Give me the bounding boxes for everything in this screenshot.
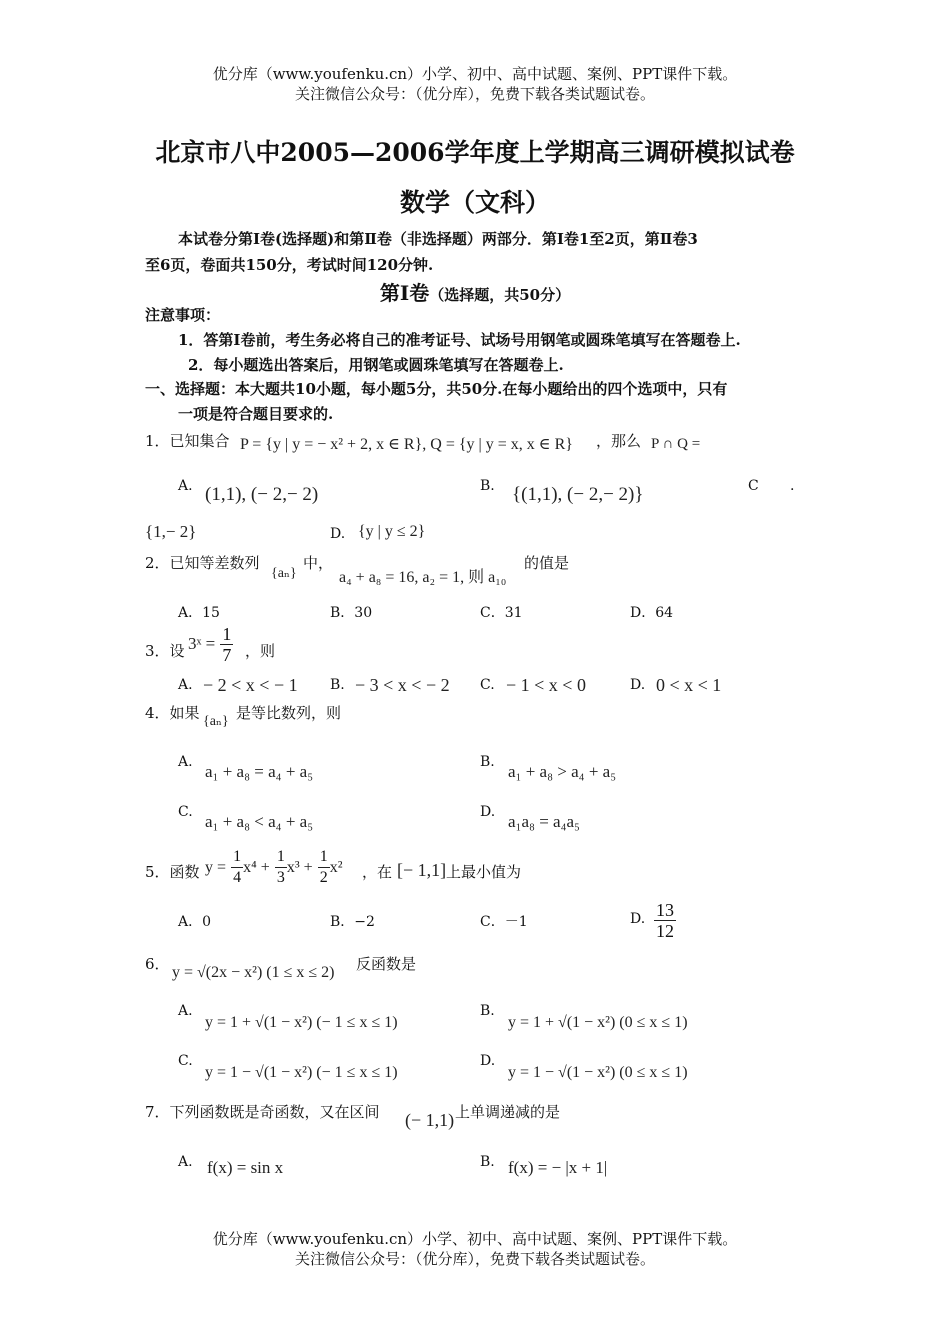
q4-a: a₁ + a₈ = a₄ + a₅ bbox=[205, 762, 314, 781]
note-2: 2．每小题选出答案后，用钢笔或圆珠笔填写在答题卷上. bbox=[188, 356, 564, 374]
q5-frac-1 bbox=[231, 847, 243, 888]
header-line-2: 关注微信公众号：（优分库），免费下载各类试题试卷。 bbox=[294, 85, 655, 103]
q5-t3: x² bbox=[329, 859, 343, 876]
q2-d: D．64 bbox=[630, 605, 674, 621]
section1-line-2: 一项是符合题目要求的. bbox=[178, 405, 334, 423]
q6-b: y = 1 + √(1 − x²) (0 ≤ x ≤ 1) bbox=[508, 1014, 688, 1031]
q1-mid: ，那么 bbox=[596, 432, 642, 450]
q1-prefix: 1．已知集合 bbox=[145, 432, 230, 450]
q3-c-label: C. bbox=[480, 677, 495, 693]
q1-c: {1,− 2} bbox=[145, 522, 197, 541]
q4-c: a₁ + a₈ < a₄ + a₅ bbox=[205, 812, 314, 831]
q3-fraction bbox=[220, 624, 233, 665]
q5-frac-3 bbox=[318, 847, 330, 888]
q4-d-label: D. bbox=[480, 804, 496, 820]
q5-f2-den: 3 bbox=[276, 869, 285, 886]
q5-f2-num: 1 bbox=[275, 847, 287, 868]
intro-line-2: 至6页，卷面共150分，考试时间120分钟. bbox=[145, 256, 434, 274]
q7-a: f(x) = sin x bbox=[207, 1158, 284, 1177]
q5-d-den: 12 bbox=[656, 921, 674, 941]
q5-f1-den: 4 bbox=[233, 869, 242, 886]
q3-den: 7 bbox=[222, 645, 232, 665]
footer-line-1: 优分库（www.youfenku.cn）小学、初中、高中试题、案例、PPT课件下载。 bbox=[212, 1230, 738, 1248]
q2-prefix: 2．已知等差数列 bbox=[145, 554, 260, 572]
q3-prefix: 3．设 bbox=[145, 642, 185, 660]
q1-d: {y | y ≤ 2} bbox=[358, 523, 426, 540]
q3-b-label: B. bbox=[330, 677, 345, 693]
q7-prefix: 7．下列函数既是奇函数，又在区间 bbox=[145, 1103, 380, 1121]
q1-a: (1,1), (− 2,− 2) bbox=[205, 484, 319, 505]
q7-tail: 上单调递减的是 bbox=[455, 1103, 561, 1121]
q7-a-label: A. bbox=[178, 1154, 193, 1170]
header-line-1: 优分库（www.youfenku.cn）小学、初中、高中试题、案例、PPT课件下载。 bbox=[212, 65, 738, 83]
q6-a-label: A. bbox=[178, 1003, 193, 1019]
q5-t2: x³ + bbox=[286, 859, 313, 876]
exam-title: 北京市八中2005—2006学年度上学期高三调研模拟试卷 bbox=[155, 138, 795, 167]
q5-f3-num: 1 bbox=[318, 847, 330, 868]
q6-tail: 反函数是 bbox=[356, 955, 417, 973]
q3-equation bbox=[188, 624, 233, 665]
q5-c: C．－1 bbox=[480, 914, 528, 930]
q2-c: C．31 bbox=[480, 605, 523, 621]
q5-f1-num: 1 bbox=[231, 847, 243, 868]
q3-num: 1 bbox=[222, 624, 232, 644]
q5-mid: ，在 bbox=[362, 863, 393, 881]
exam-subtitle: 数学（文科） bbox=[399, 188, 550, 217]
q5-frac-2 bbox=[275, 847, 287, 888]
q4-d: a₁a₈ = a₄a₅ bbox=[508, 812, 580, 831]
q2-formula: a₄ + a₈ = 16, a₂ = 1, 则 a₁₀ bbox=[339, 569, 507, 586]
q5-y: y = bbox=[205, 859, 227, 876]
q4-a-label: A. bbox=[178, 754, 193, 770]
notes-title: 注意事项： bbox=[145, 306, 221, 324]
q6-prefix: 6． bbox=[145, 955, 170, 973]
q7-b: f(x) = − |x + 1| bbox=[508, 1158, 608, 1177]
q3-b: − 3 < x < − 2 bbox=[355, 675, 450, 695]
q4-tail: 是等比数列，则 bbox=[236, 704, 342, 722]
footer-line-2: 关注微信公众号：（优分库），免费下载各类试题试卷。 bbox=[294, 1250, 655, 1268]
q3-d: 0 < x < 1 bbox=[656, 675, 722, 695]
part1-note: （选择题，共50分） bbox=[429, 286, 571, 304]
q6-c: y = 1 − √(1 − x²) (− 1 ≤ x ≤ 1) bbox=[205, 1064, 398, 1081]
q5-t1: x⁴ + bbox=[243, 859, 270, 876]
q2-a: A．15 bbox=[178, 605, 220, 621]
q1-formula: P = {y | y = − x² + 2, x ∈ R}, Q = {y | y = x, x ∈ R} bbox=[240, 436, 573, 453]
q3-tail: ，则 bbox=[245, 642, 276, 660]
q1-b: {(1,1), (− 2,− 2)} bbox=[512, 484, 644, 505]
q5-d-label: D. bbox=[630, 911, 646, 927]
q1-c-dot: . bbox=[790, 478, 795, 494]
q5-f3-den: 2 bbox=[319, 869, 328, 886]
q1-b-label: B. bbox=[480, 478, 495, 494]
q5-prefix: 5．函数 bbox=[145, 863, 200, 881]
q1-c-label: C bbox=[748, 478, 759, 494]
q7-b-label: B. bbox=[480, 1154, 495, 1170]
q7-interval: (− 1,1) bbox=[405, 1110, 455, 1130]
q6-d-label: D. bbox=[480, 1053, 496, 1069]
q5-d-fraction bbox=[654, 900, 676, 941]
q6-formula: y = √(2x − x²) (1 ≤ x ≤ 2) bbox=[172, 964, 335, 981]
q2-seq: {aₙ} bbox=[271, 566, 297, 581]
q2-mid: 中， bbox=[303, 554, 334, 572]
q4-b-label: B. bbox=[480, 754, 495, 770]
q4-c-label: C. bbox=[178, 804, 193, 820]
q5-d-frac bbox=[654, 900, 676, 941]
q4-b: a₁ + a₈ > a₄ + a₅ bbox=[508, 762, 617, 781]
q6-c-label: C. bbox=[178, 1053, 193, 1069]
q5-tail: 上最小值为 bbox=[446, 863, 522, 881]
q5-a: A．0 bbox=[178, 914, 212, 930]
part1-title: 第Ⅰ卷 bbox=[379, 281, 430, 305]
q3-c: − 1 < x < 0 bbox=[506, 675, 586, 695]
q5-d-num: 13 bbox=[656, 900, 674, 920]
q4-prefix: 4．如果 bbox=[145, 704, 200, 722]
q6-d: y = 1 − √(1 − x²) (0 ≤ x ≤ 1) bbox=[508, 1064, 688, 1081]
q5-b: B．−2 bbox=[330, 914, 375, 930]
section1-line-1: 一、选择题：本大题共10小题，每小题5分，共50分.在每小题给出的四个选项中，只有 bbox=[145, 380, 728, 398]
q3-lhs: 3ˣ = bbox=[188, 634, 216, 653]
q3-a-label: A. bbox=[178, 677, 193, 693]
q1-a-label: A. bbox=[178, 478, 193, 494]
q3-d-label: D. bbox=[630, 677, 646, 693]
intro-line-1: 本试卷分第Ⅰ卷(选择题)和第Ⅱ卷（非选择题）两部分．第Ⅰ卷1至2页，第Ⅱ卷3 bbox=[178, 230, 698, 248]
note-1: 1．答第Ⅰ卷前，考生务必将自己的准考证号、试场号用钢笔或圆珠笔填写在答题卷上. bbox=[178, 331, 741, 349]
part1-heading bbox=[0, 277, 950, 306]
q2-tail: 的值是 bbox=[524, 554, 570, 572]
q5-formula bbox=[205, 847, 343, 888]
q2-b: B．30 bbox=[330, 605, 373, 621]
q6-a: y = 1 + √(1 − x²) (− 1 ≤ x ≤ 1) bbox=[205, 1014, 398, 1031]
q1-d-label: D. bbox=[330, 526, 346, 542]
q5-interval: [− 1,1] bbox=[397, 860, 447, 880]
q6-b-label: B. bbox=[480, 1003, 495, 1019]
q3-a: − 2 < x < − 1 bbox=[203, 675, 298, 695]
q4-seq: {aₙ} bbox=[203, 714, 229, 729]
q1-tail: P ∩ Q = bbox=[651, 436, 701, 452]
